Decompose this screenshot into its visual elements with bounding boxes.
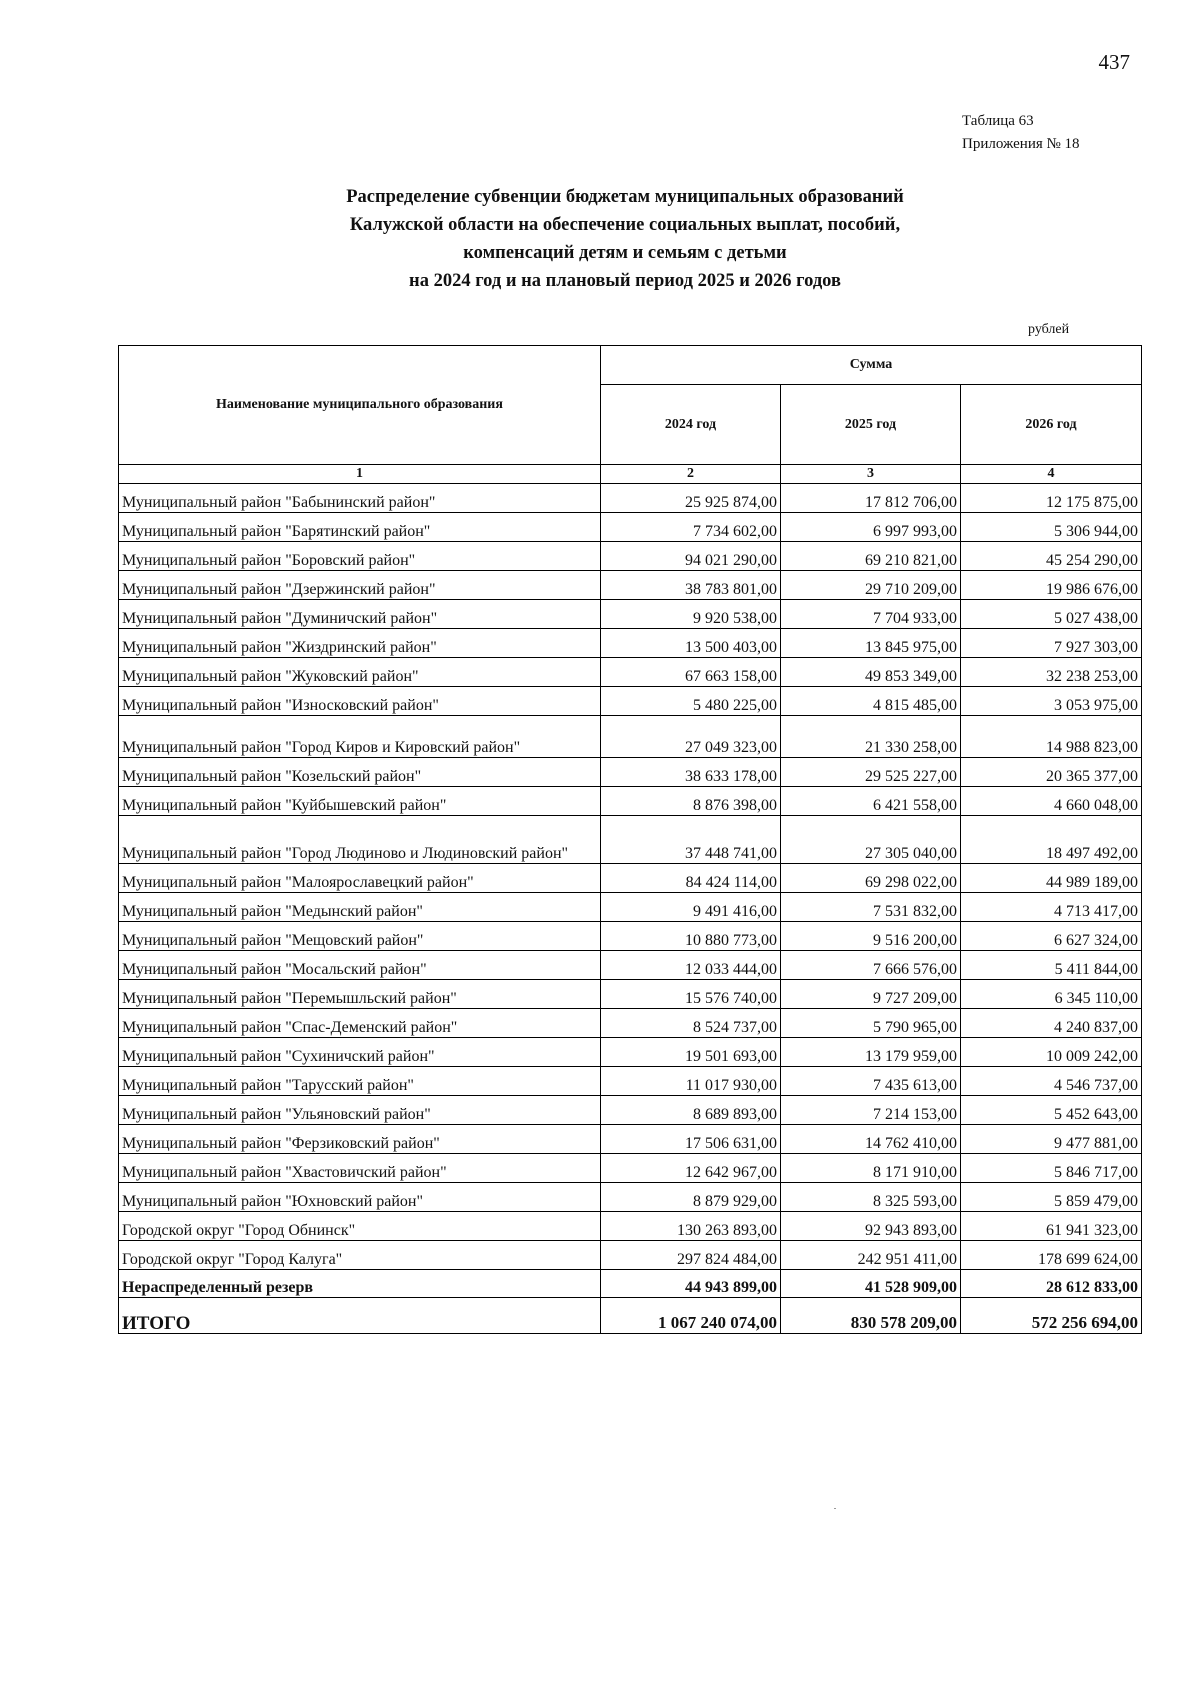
value-2025: 7 214 153,00 — [781, 1096, 961, 1125]
value-2025: 69 298 022,00 — [781, 864, 961, 893]
value-2026: 14 988 823,00 — [961, 716, 1142, 758]
row-name: Муниципальный район "Мосальский район" — [119, 951, 601, 980]
row-name: Городской округ "Город Калуга" — [119, 1241, 601, 1270]
value-2024: 27 049 323,00 — [601, 716, 781, 758]
value-2024: 7 734 602,00 — [601, 513, 781, 542]
value-2024: 10 880 773,00 — [601, 922, 781, 951]
units-label: рублей — [1028, 322, 1070, 337]
row-name: Муниципальный район "Перемышльский район" — [119, 980, 601, 1009]
title-line: Распределение субвенции бюджетам муниципальных образований — [346, 187, 904, 207]
value-2024: 8 879 929,00 — [601, 1183, 781, 1212]
value-2026: 12 175 875,00 — [961, 484, 1142, 513]
row-name: Муниципальный район "Мещовский район" — [119, 922, 601, 951]
reserve-row — [119, 1270, 1142, 1298]
table-row — [119, 1125, 1142, 1154]
value-2026: 4 546 737,00 — [961, 1067, 1142, 1096]
table-row — [119, 542, 1142, 571]
row-name: Муниципальный район "Дзержинский район" — [119, 571, 601, 600]
value-2026: 19 986 676,00 — [961, 571, 1142, 600]
row-name: Муниципальный район "Малоярославецкий район" — [119, 864, 601, 893]
value-2024: 8 689 893,00 — [601, 1096, 781, 1125]
row-name: Муниципальный район "Спас-Деменский район" — [119, 1009, 601, 1038]
value-2024: 67 663 158,00 — [601, 658, 781, 687]
row-name: Муниципальный район "Думиничский район" — [119, 600, 601, 629]
table-row — [119, 1096, 1142, 1125]
value-2026: 5 452 643,00 — [961, 1096, 1142, 1125]
table-row — [119, 1038, 1142, 1067]
value-2025: 29 525 227,00 — [781, 758, 961, 787]
value-2026: 5 306 944,00 — [961, 513, 1142, 542]
table-row — [119, 658, 1142, 687]
value-2025: 14 762 410,00 — [781, 1125, 961, 1154]
header-year-2025: 2025 год — [781, 385, 961, 465]
row-name: Муниципальный район "Ульяновский район" — [119, 1096, 601, 1125]
value-2025: 7 666 576,00 — [781, 951, 961, 980]
value-2024: 5 480 225,00 — [601, 687, 781, 716]
table-row — [119, 816, 1142, 864]
value-2026: 18 497 492,00 — [961, 816, 1142, 864]
value-2025: 7 704 933,00 — [781, 600, 961, 629]
table-row — [119, 980, 1142, 1009]
value-2025: 8 171 910,00 — [781, 1154, 961, 1183]
appendix-ref-line: Приложения № 18 — [962, 136, 1080, 152]
table-row — [119, 951, 1142, 980]
table-row — [119, 922, 1142, 951]
value-2026: 28 612 833,00 — [961, 1270, 1142, 1298]
column-number: 1 — [119, 465, 601, 484]
value-2024: 1 067 240 074,00 — [601, 1298, 781, 1334]
value-2026: 5 027 438,00 — [961, 600, 1142, 629]
distribution-table — [118, 345, 1142, 1334]
value-2025: 4 815 485,00 — [781, 687, 961, 716]
value-2026: 44 989 189,00 — [961, 864, 1142, 893]
table-ref-line: Таблица 63 — [962, 113, 1034, 129]
value-2025: 17 812 706,00 — [781, 484, 961, 513]
value-2026: 9 477 881,00 — [961, 1125, 1142, 1154]
table-reference — [962, 110, 1080, 156]
row-name: Городской округ "Город Обнинск" — [119, 1212, 601, 1241]
table-row — [119, 864, 1142, 893]
row-name: Муниципальный район "Жиздринский район" — [119, 629, 601, 658]
value-2024: 8 524 737,00 — [601, 1009, 781, 1038]
value-2024: 84 424 114,00 — [601, 864, 781, 893]
value-2024: 297 824 484,00 — [601, 1241, 781, 1270]
value-2026: 5 411 844,00 — [961, 951, 1142, 980]
table-row — [119, 571, 1142, 600]
value-2026: 45 254 290,00 — [961, 542, 1142, 571]
value-2025: 69 210 821,00 — [781, 542, 961, 571]
value-2026: 5 846 717,00 — [961, 1154, 1142, 1183]
value-2025: 49 853 349,00 — [781, 658, 961, 687]
value-2024: 11 017 930,00 — [601, 1067, 781, 1096]
row-name: Муниципальный район "Сухиничский район" — [119, 1038, 601, 1067]
row-name: Муниципальный район "Боровский район" — [119, 542, 601, 571]
value-2026: 7 927 303,00 — [961, 629, 1142, 658]
row-name: Муниципальный район "Город Людиново и Людиновский район" — [119, 816, 601, 864]
value-2026: 32 238 253,00 — [961, 658, 1142, 687]
header-year-2026: 2026 год — [961, 385, 1142, 465]
value-2025: 29 710 209,00 — [781, 571, 961, 600]
value-2026: 4 660 048,00 — [961, 787, 1142, 816]
total-row — [119, 1298, 1142, 1334]
value-2024: 12 033 444,00 — [601, 951, 781, 980]
value-2024: 37 448 741,00 — [601, 816, 781, 864]
value-2025: 6 997 993,00 — [781, 513, 961, 542]
row-name: Нераспределенный резерв — [119, 1270, 601, 1298]
title-line: компенсаций детям и семьям с детьми — [463, 243, 787, 263]
table-row — [119, 787, 1142, 816]
table-row — [119, 893, 1142, 922]
row-name: Муниципальный район "Жуковский район" — [119, 658, 601, 687]
header-year-2024: 2024 год — [601, 385, 781, 465]
value-2024: 130 263 893,00 — [601, 1212, 781, 1241]
value-2026: 5 859 479,00 — [961, 1183, 1142, 1212]
value-2025: 9 516 200,00 — [781, 922, 961, 951]
value-2024: 94 021 290,00 — [601, 542, 781, 571]
header-sum: Сумма — [601, 346, 1142, 385]
value-2026: 6 345 110,00 — [961, 980, 1142, 1009]
row-name: Муниципальный район "Медынский район" — [119, 893, 601, 922]
row-name: Муниципальный район "Хвастовичский район" — [119, 1154, 601, 1183]
value-2025: 6 421 558,00 — [781, 787, 961, 816]
value-2024: 8 876 398,00 — [601, 787, 781, 816]
page-number: 437 — [1098, 50, 1130, 74]
value-2026: 4 713 417,00 — [961, 893, 1142, 922]
table-row — [119, 1183, 1142, 1212]
value-2025: 7 531 832,00 — [781, 893, 961, 922]
value-2025: 242 951 411,00 — [781, 1241, 961, 1270]
row-name: Муниципальный район "Козельский район" — [119, 758, 601, 787]
table-row — [119, 629, 1142, 658]
value-2024: 19 501 693,00 — [601, 1038, 781, 1067]
table-row — [119, 758, 1142, 787]
column-number: 2 — [601, 465, 781, 484]
value-2026: 20 365 377,00 — [961, 758, 1142, 787]
table-row — [119, 513, 1142, 542]
value-2025: 7 435 613,00 — [781, 1067, 961, 1096]
value-2024: 12 642 967,00 — [601, 1154, 781, 1183]
table-row — [119, 687, 1142, 716]
row-name: Муниципальный район "Тарусский район" — [119, 1067, 601, 1096]
row-name: ИТОГО — [119, 1298, 601, 1334]
value-2025: 8 325 593,00 — [781, 1183, 961, 1212]
value-2026: 10 009 242,00 — [961, 1038, 1142, 1067]
value-2026: 4 240 837,00 — [961, 1009, 1142, 1038]
title-line: Калужской области на обеспечение социальных выплат, пособий, — [349, 215, 901, 235]
column-number: 4 — [961, 465, 1142, 484]
header-municipality-name: Наименование муниципального образования — [119, 346, 601, 465]
value-2025: 21 330 258,00 — [781, 716, 961, 758]
value-2026: 61 941 323,00 — [961, 1212, 1142, 1241]
value-2024: 38 633 178,00 — [601, 758, 781, 787]
title-line: на 2024 год и на плановый период 2025 и 2026 годов — [409, 271, 841, 291]
value-2024: 9 491 416,00 — [601, 893, 781, 922]
value-2025: 9 727 209,00 — [781, 980, 961, 1009]
value-2025: 13 845 975,00 — [781, 629, 961, 658]
table-row — [119, 1067, 1142, 1096]
scan-mark — [834, 1508, 836, 1509]
row-name: Муниципальный район "Бабынинский район" — [119, 484, 601, 513]
row-name: Муниципальный район "Куйбышевский район" — [119, 787, 601, 816]
column-number: 3 — [781, 465, 961, 484]
table-row — [119, 1009, 1142, 1038]
document-title — [240, 183, 1010, 295]
table-row — [119, 600, 1142, 629]
row-name: Муниципальный район "Город Киров и Кировский район" — [119, 716, 601, 758]
row-name: Муниципальный район "Ферзиковский район" — [119, 1125, 601, 1154]
value-2025: 13 179 959,00 — [781, 1038, 961, 1067]
value-2024: 13 500 403,00 — [601, 629, 781, 658]
table-row — [119, 1154, 1142, 1183]
value-2026: 572 256 694,00 — [961, 1298, 1142, 1334]
value-2026: 6 627 324,00 — [961, 922, 1142, 951]
table-row — [119, 1212, 1142, 1241]
value-2026: 178 699 624,00 — [961, 1241, 1142, 1270]
value-2025: 830 578 209,00 — [781, 1298, 961, 1334]
value-2024: 44 943 899,00 — [601, 1270, 781, 1298]
row-name: Муниципальный район "Юхновский район" — [119, 1183, 601, 1212]
table-row — [119, 484, 1142, 513]
value-2024: 25 925 874,00 — [601, 484, 781, 513]
row-name: Муниципальный район "Износковский район" — [119, 687, 601, 716]
value-2026: 3 053 975,00 — [961, 687, 1142, 716]
value-2024: 9 920 538,00 — [601, 600, 781, 629]
table-row — [119, 1241, 1142, 1270]
value-2024: 17 506 631,00 — [601, 1125, 781, 1154]
table-row — [119, 716, 1142, 758]
value-2025: 27 305 040,00 — [781, 816, 961, 864]
table-body — [119, 484, 1142, 1270]
value-2024: 38 783 801,00 — [601, 571, 781, 600]
row-name: Муниципальный район "Барятинский район" — [119, 513, 601, 542]
value-2025: 92 943 893,00 — [781, 1212, 961, 1241]
value-2025: 5 790 965,00 — [781, 1009, 961, 1038]
value-2024: 15 576 740,00 — [601, 980, 781, 1009]
value-2025: 41 528 909,00 — [781, 1270, 961, 1298]
